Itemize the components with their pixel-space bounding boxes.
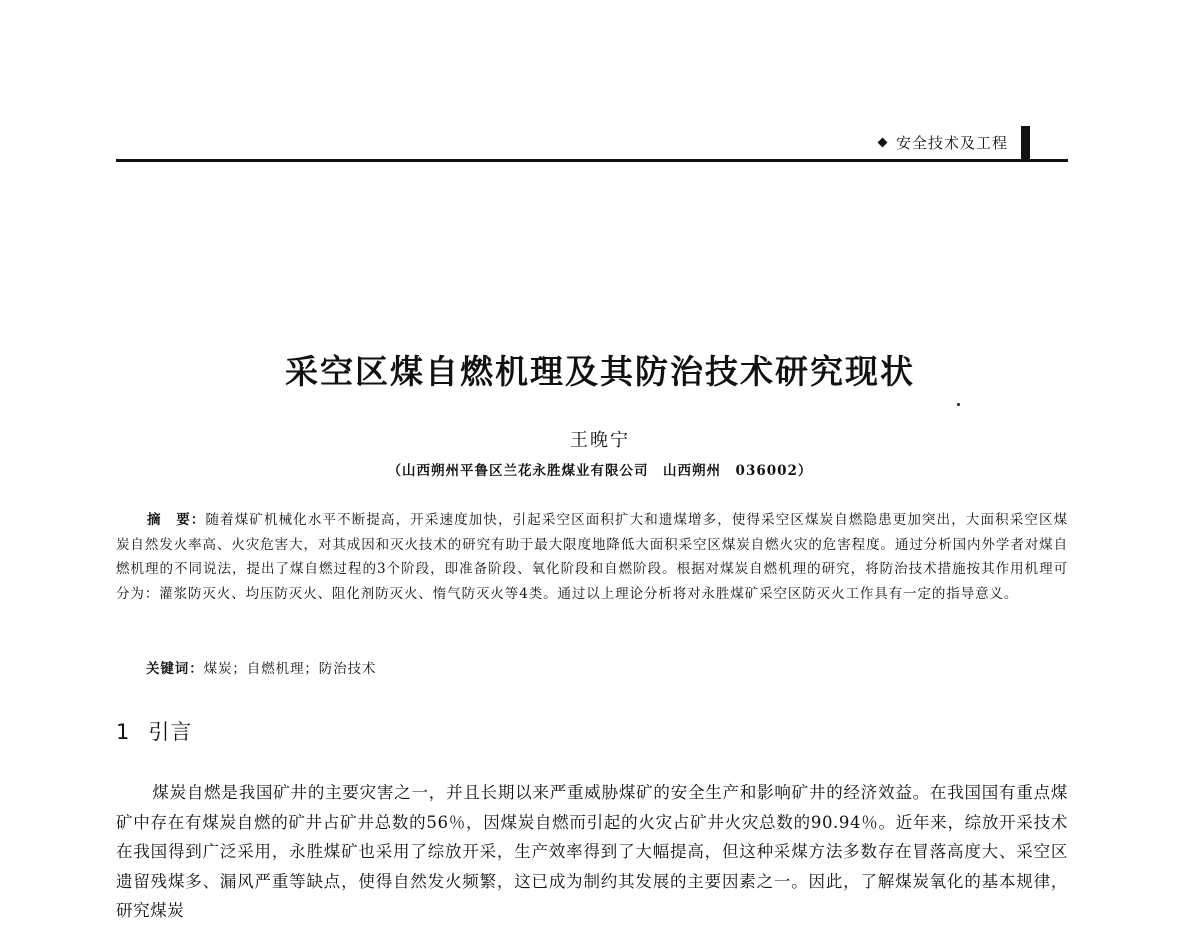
keywords-text: 煤炭；自燃机理；防治技术 bbox=[203, 661, 377, 677]
header-section-name bbox=[879, 132, 1008, 153]
header-section-label: 安全技术及工程 bbox=[895, 134, 1008, 152]
keywords-label: 关键词： bbox=[146, 661, 204, 677]
scan-speck bbox=[957, 403, 960, 406]
abstract-text: 随着煤矿机械化水平不断提高，开采速度加快，引起采空区面积扩大和遗煤增多，使得采空区煤炭自燃隐患更加突出，大面积采空区煤炭自然发火率高、火灾危害大，对其成因和灭火技术的研究有助于最大限度地降低大面积采空区煤炭自燃火灾的危害程度。通过分析国内外学者对煤自燃机理的不同说法，提出了煤自燃过程的3个阶段，即准备阶段、氧化阶段和自燃阶段。根据对煤炭自燃机理的研究，将防治技术措施按其作用机理可分为：灌浆防灭火、均压防灭火、阻化剂防灭火、惰气防灭火等4类。通过以上理论分析将对永胜煤矿采空区防灭火工作具有一定的指导意义。 bbox=[116, 512, 1068, 602]
author-affiliation: （山西朔州平鲁区兰花永胜煤业有限公司 山西朔州 036002） bbox=[387, 463, 813, 479]
section-title: 引言 bbox=[148, 720, 193, 744]
running-header bbox=[116, 126, 1068, 164]
paper-author: 王晚宁 bbox=[570, 430, 630, 451]
abstract-label: 摘 要： bbox=[147, 512, 206, 528]
header-block-mark bbox=[1021, 126, 1030, 159]
introduction-paragraph: 煤炭自燃是我国矿井的主要灾害之一，并且长期以来严重威胁煤矿的安全生产和影响矿井的经济效益。在我国国有重点煤矿中存在有煤炭自燃的矿井占矿井总数的56％，因煤炭自燃而引起的火灾占矿井火灾总数的90.94％。近年来，综放开采技术在我国得到广泛采用，永胜煤矿也采用了综放开采，生产效率得到了大幅提高，但这种采煤方法多数存在冒落高度大、采空区遗留残煤多、漏风严重等缺点，使得自然发火频繁，这已成为制约其发展的主要因素之一。因此，了解煤炭氧化的基本规律，研究煤炭 bbox=[116, 783, 1068, 920]
diamond-bullet-icon bbox=[878, 138, 888, 148]
header-rule bbox=[116, 159, 1068, 162]
keywords bbox=[146, 657, 376, 677]
section-heading-introduction bbox=[116, 716, 192, 746]
paper-title: 采空区煤自燃机理及其防治技术研究现状 bbox=[285, 352, 915, 391]
section-number: 1 bbox=[116, 720, 131, 744]
abstract bbox=[116, 508, 1068, 606]
